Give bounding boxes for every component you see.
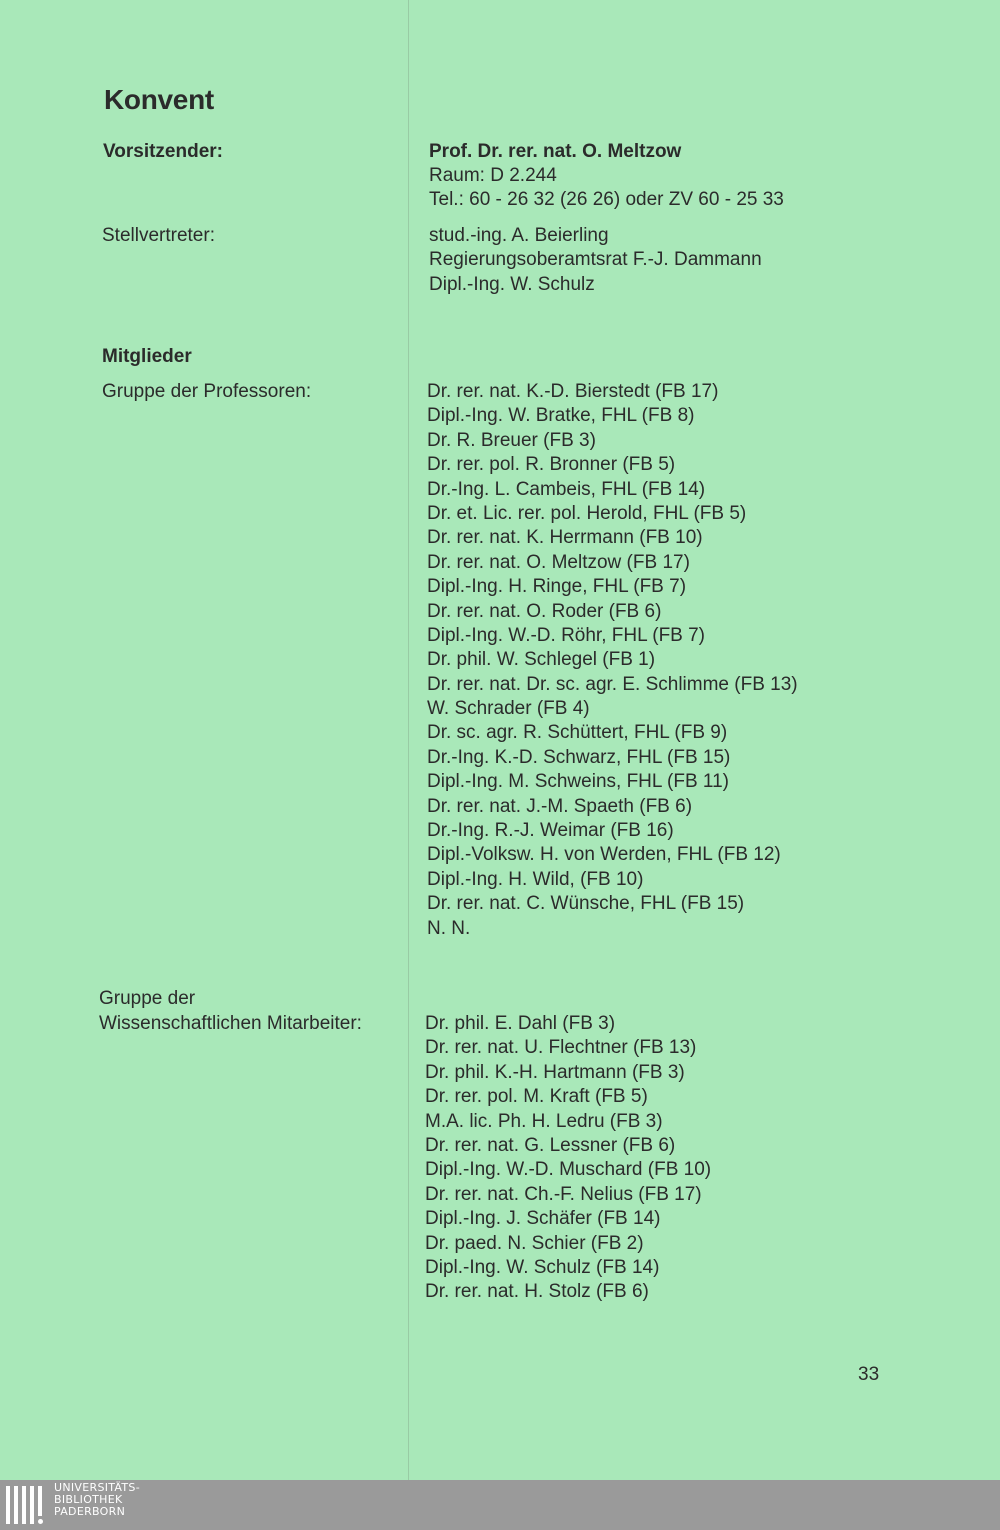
list-item: Dipl.-Ing. W. Schulz bbox=[429, 273, 595, 295]
list-item: Dr.-Ing. L. Cambeis, FHL (FB 14) bbox=[427, 478, 706, 500]
list-item: M.A. lic. Ph. H. Ledru (FB 3) bbox=[425, 1110, 663, 1132]
list-item: Dr. rer. nat. H. Stolz (FB 6) bbox=[425, 1281, 649, 1303]
members-heading: Mitglieder bbox=[102, 346, 192, 367]
list-item: Dr. phil. K.-H. Hartmann (FB 3) bbox=[425, 1061, 685, 1083]
list-item: Dr. rer. nat. O. Roder (FB 6) bbox=[427, 600, 662, 622]
list-item: Dipl.-Ing. W. Bratke, FHL (FB 8) bbox=[427, 405, 695, 427]
list-item: Dr. rer. pol. M. Kraft (FB 5) bbox=[425, 1086, 648, 1108]
library-name bbox=[54, 1482, 140, 1518]
list-item: Dipl.-Ing. H. Ringe, FHL (FB 7) bbox=[427, 576, 687, 598]
chair-room: Raum: D 2.244 bbox=[429, 165, 557, 186]
list-item: N. N. bbox=[427, 917, 471, 939]
list-item: Dr. rer. nat. J.-M. Spaeth (FB 6) bbox=[427, 795, 693, 817]
list-item: Dr. et. Lic. rer. pol. Herold, FHL (FB 5) bbox=[427, 502, 747, 524]
chair-phone: Tel.: 60 - 26 32 (26 26) oder ZV 60 - 25 33 bbox=[429, 189, 784, 210]
list-item: Dipl.-Ing. J. Schäfer (FB 14) bbox=[425, 1208, 661, 1230]
library-name-line2: BIBLIOTHEK bbox=[54, 1493, 123, 1506]
list-item: Regierungsoberamtsrat F.-J. Dammann bbox=[429, 249, 762, 271]
list-item: Dr. rer. nat. Ch.-F. Nelius (FB 17) bbox=[425, 1183, 702, 1205]
list-item: Dr. phil. E. Dahl (FB 3) bbox=[425, 1013, 616, 1034]
chair-name: Prof. Dr. rer. nat. O. Meltzow bbox=[429, 141, 682, 162]
list-item: Dr.-Ing. K.-D. Schwarz, FHL (FB 15) bbox=[427, 746, 731, 768]
list-item: Dr. phil. W. Schlegel (FB 1) bbox=[427, 649, 656, 671]
list-item: Dr. rer. nat. K.-D. Bierstedt (FB 17) bbox=[427, 381, 719, 402]
page-fold-line bbox=[408, 0, 409, 1480]
library-footer bbox=[0, 1480, 1000, 1530]
list-item: stud.-ing. A. Beierling bbox=[429, 225, 609, 246]
deputies-label: Stellvertreter: bbox=[102, 225, 215, 246]
staff-label-line1: Gruppe der bbox=[99, 988, 196, 1009]
list-item: Dr. rer. nat. K. Herrmann (FB 10) bbox=[427, 527, 703, 549]
list-item: Dr. rer. nat. C. Wünsche, FHL (FB 15) bbox=[427, 893, 745, 915]
library-name-line3: PADERBORN bbox=[54, 1505, 126, 1518]
page-number: 33 bbox=[858, 1364, 880, 1385]
library-logo-icon bbox=[6, 1486, 48, 1524]
list-item: Dr. rer. nat. Dr. sc. agr. E. Schlimme (FB 13) bbox=[427, 673, 798, 695]
deputies-list bbox=[429, 224, 762, 297]
list-item: Dipl.-Ing. H. Wild, (FB 10) bbox=[427, 868, 644, 890]
list-item: Dr. rer. pol. R. Bronner (FB 5) bbox=[427, 454, 676, 476]
list-item: Dr. rer. nat. O. Meltzow (FB 17) bbox=[427, 551, 690, 573]
list-item: Dr. rer. nat. G. Lessner (FB 6) bbox=[425, 1134, 676, 1156]
list-item: Dr. paed. N. Schier (FB 2) bbox=[425, 1232, 644, 1254]
list-item: Dipl.-Ing. W. Schulz (FB 14) bbox=[425, 1256, 660, 1278]
page-title: Konvent bbox=[104, 84, 214, 115]
list-item: Dr.-Ing. R.-J. Weimar (FB 16) bbox=[427, 820, 674, 842]
library-name-line1: UNIVERSITÄTS- bbox=[54, 1481, 140, 1494]
professors-list bbox=[427, 380, 798, 941]
list-item: Dr. rer. nat. U. Flechtner (FB 13) bbox=[425, 1037, 697, 1059]
list-item: Dipl.-Ing. W.-D. Muschard (FB 10) bbox=[425, 1159, 712, 1181]
staff-label-line2: Wissenschaftlichen Mitarbeiter: bbox=[99, 1013, 362, 1034]
list-item: Dr. sc. agr. R. Schüttert, FHL (FB 9) bbox=[427, 722, 728, 744]
professors-label: Gruppe der Professoren: bbox=[102, 381, 312, 402]
chair-label: Vorsitzender: bbox=[103, 141, 224, 162]
list-item: Dr. R. Breuer (FB 3) bbox=[427, 429, 596, 451]
staff-list bbox=[425, 1012, 711, 1305]
list-item: Dipl.-Ing. M. Schweins, FHL (FB 11) bbox=[427, 771, 729, 793]
list-item: W. Schrader (FB 4) bbox=[427, 698, 590, 720]
list-item: Dipl.-Ing. W.-D. Röhr, FHL (FB 7) bbox=[427, 624, 706, 646]
list-item: Dipl.-Volksw. H. von Werden, FHL (FB 12) bbox=[427, 844, 781, 866]
